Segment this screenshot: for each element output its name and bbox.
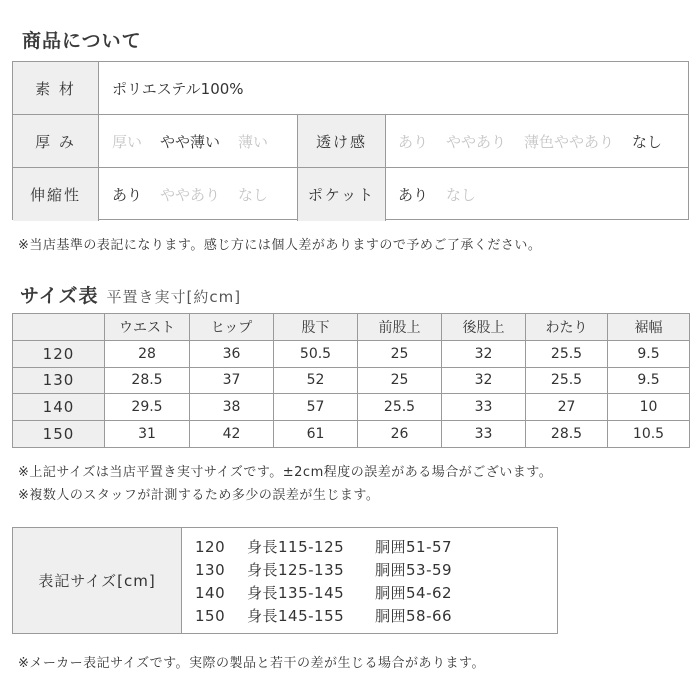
stretch-label: 伸縮性 <box>13 168 99 221</box>
table-cell: 29.5 <box>105 394 190 421</box>
product-note: ※当店基準の表記になります。感じ方には個人差がありますので予めご了承ください。 <box>18 238 542 253</box>
sheer-option: 薄色ややあり <box>524 132 615 151</box>
table-cell: 37 <box>190 367 274 394</box>
label-size: 150 <box>195 607 226 625</box>
label-waist: 胴囲54-62 <box>375 584 453 602</box>
pocket-option: あり <box>398 186 429 204</box>
stretch-option: ややあり <box>160 186 221 204</box>
material-row <box>13 62 688 115</box>
thickness-option: やや薄い <box>160 132 221 151</box>
table-cell: 25 <box>358 367 442 394</box>
label-size: 140 <box>195 584 226 602</box>
label-height: 身長145-155 <box>247 607 345 625</box>
table-cell: 50.5 <box>274 340 358 367</box>
table-cell: 27 <box>526 394 608 421</box>
table-cell: 25.5 <box>526 340 608 367</box>
table-cell: 10 <box>608 394 690 421</box>
size-table-title-text: サイズ表 <box>20 285 99 307</box>
thickness-option: 薄い <box>238 132 269 151</box>
stretch-options <box>112 168 286 221</box>
table-cell: 42 <box>190 421 274 448</box>
table-cell: 25.5 <box>526 367 608 394</box>
table-cell: 32 <box>442 340 526 367</box>
table-cell: 52 <box>274 367 358 394</box>
size-table <box>12 313 690 448</box>
table-cell: 28.5 <box>105 367 190 394</box>
table-cell: 9.5 <box>608 367 690 394</box>
header-cell: 裾幅 <box>608 314 690 341</box>
header-cell: 前股上 <box>358 314 442 341</box>
row-header-cell: 130 <box>13 367 105 394</box>
material-label: 素 材 <box>13 62 99 114</box>
table-cell: 61 <box>274 421 358 448</box>
list-item <box>195 559 452 582</box>
stretch-option: なし <box>238 186 269 204</box>
header-cell: 股下 <box>274 314 358 341</box>
table-cell: 36 <box>190 340 274 367</box>
row-header-cell: 150 <box>13 421 105 448</box>
stretch-option: あり <box>112 186 143 204</box>
table-cell: 10.5 <box>608 421 690 448</box>
sheer-option: あり <box>398 132 429 151</box>
table-cell: 31 <box>105 421 190 448</box>
table-cell: 9.5 <box>608 340 690 367</box>
sheer-label: 透け感 <box>297 115 386 167</box>
label-height: 身長115-125 <box>247 538 345 556</box>
label-size-label: 表記サイズ[cm] <box>13 528 182 633</box>
table-cell: 28 <box>105 340 190 367</box>
sheer-options <box>398 115 662 167</box>
size-note-1: ※上記サイズは当店平置き実寸サイズです。±2cm程度の誤差がある場合がございます。 <box>18 465 553 480</box>
header-cell-empty <box>13 314 105 341</box>
table-row <box>13 421 690 448</box>
list-item <box>195 536 452 559</box>
size-table-header-row <box>13 314 690 341</box>
sheer-option: なし <box>632 132 663 151</box>
stretch-pocket-row <box>13 168 688 221</box>
thickness-sheer-row <box>13 115 688 168</box>
label-size: 120 <box>195 538 226 556</box>
header-cell: ヒップ <box>190 314 274 341</box>
label-height: 身長135-145 <box>247 584 345 602</box>
table-cell: 32 <box>442 367 526 394</box>
header-cell: わたり <box>526 314 608 341</box>
row-header-cell: 120 <box>13 340 105 367</box>
label-waist: 胴囲58-66 <box>375 607 453 625</box>
product-info-title: 商品について <box>22 30 142 52</box>
label-height: 身長125-135 <box>247 561 345 579</box>
table-cell: 25.5 <box>358 394 442 421</box>
pocket-label: ポケット <box>297 168 386 221</box>
label-size-box <box>12 527 558 634</box>
pocket-options <box>398 168 494 221</box>
list-item <box>195 605 452 628</box>
thickness-options <box>112 115 286 167</box>
thickness-option: 厚い <box>112 132 143 151</box>
table-cell: 26 <box>358 421 442 448</box>
sheer-option: ややあり <box>446 132 507 151</box>
header-cell: 後股上 <box>442 314 526 341</box>
header-cell: ウエスト <box>105 314 190 341</box>
label-size-list <box>195 536 452 628</box>
size-table-title <box>20 281 241 308</box>
thickness-label: 厚 み <box>13 115 99 167</box>
label-waist: 胴囲51-57 <box>375 538 453 556</box>
table-row <box>13 394 690 421</box>
table-cell: 33 <box>442 421 526 448</box>
product-info-table <box>12 61 689 220</box>
row-header-cell: 140 <box>13 394 105 421</box>
table-cell: 38 <box>190 394 274 421</box>
size-table-subtitle: 平置き実寸[約cm] <box>106 288 242 306</box>
pocket-option: なし <box>446 186 477 204</box>
size-note-2: ※複数人のスタッフが計測するため多少の誤差が生じます。 <box>18 488 380 503</box>
table-cell: 25 <box>358 340 442 367</box>
table-cell: 33 <box>442 394 526 421</box>
table-cell: 28.5 <box>526 421 608 448</box>
table-row <box>13 340 690 367</box>
table-row <box>13 367 690 394</box>
label-size: 130 <box>195 561 226 579</box>
list-item <box>195 582 452 605</box>
label-waist: 胴囲53-59 <box>375 561 453 579</box>
material-value: ポリエステル100% <box>112 79 244 98</box>
label-size-note: ※メーカー表記サイズです。実際の製品と若干の差が生じる場合があります。 <box>18 656 486 671</box>
table-cell: 57 <box>274 394 358 421</box>
